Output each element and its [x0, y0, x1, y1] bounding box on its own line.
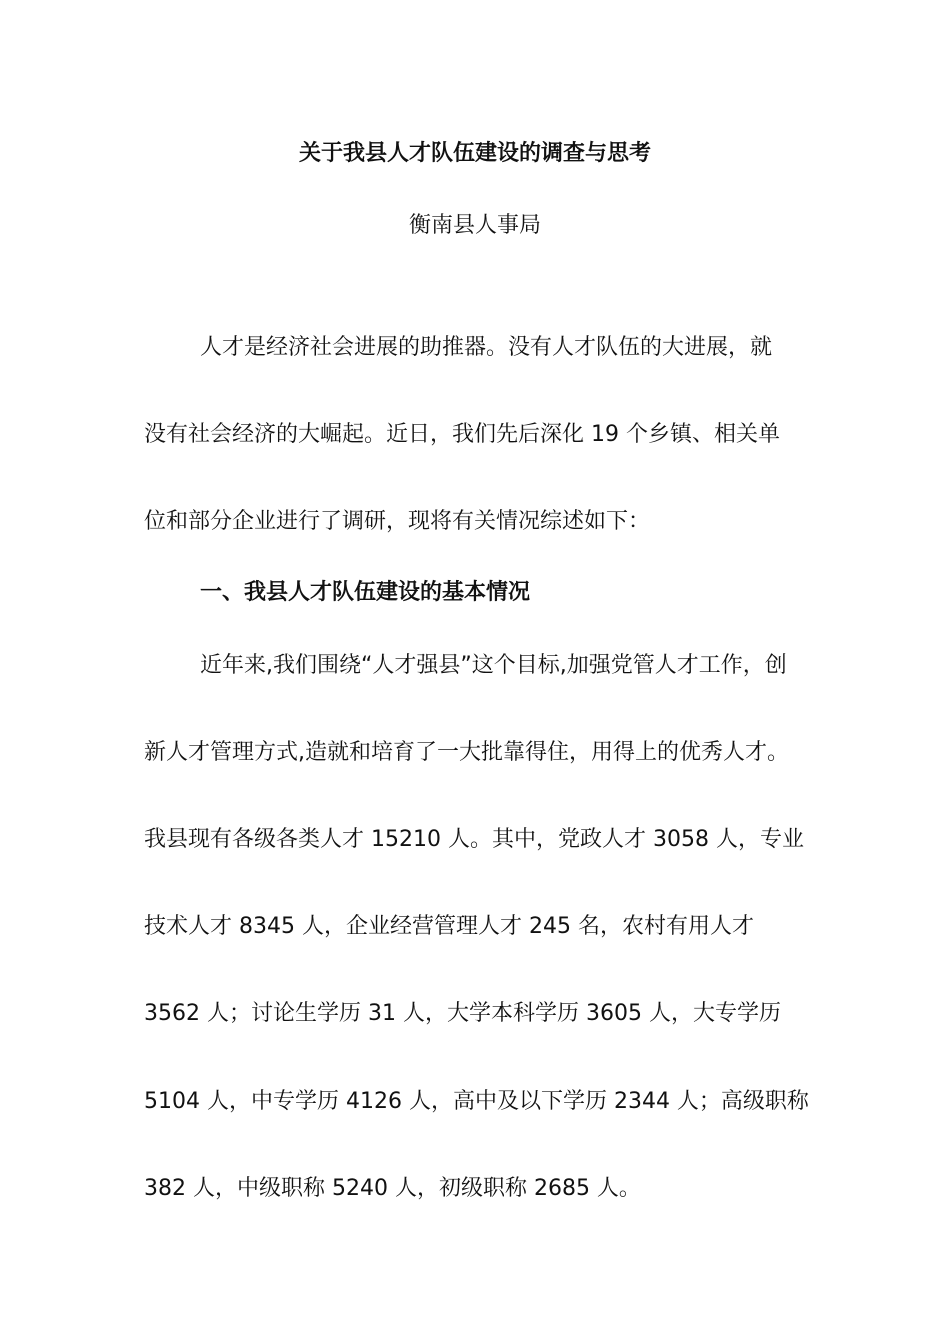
- document-title: 关于我县人才队伍建设的调查与思考: [298, 141, 651, 166]
- body-line: 382 人，中级职称 5240 人，初级职称 2685 人。: [144, 1176, 641, 1201]
- body-line: 3562 人；讨论生学历 31 人，大学本科学历 3605 人，大专学历: [144, 1001, 781, 1026]
- intro-line: 没有社会经济的大崛起。近日，我们先后深化 19 个乡镇、相关单: [144, 422, 780, 447]
- body-line: 近年来,我们围绕“人才强县”这个目标,加强党管人才工作，创: [200, 653, 787, 678]
- document-author: 衡南县人事局: [408, 213, 541, 238]
- body-line: 我县现有各级各类人才 15210 人。其中，党政人才 3058 人，专业: [144, 827, 804, 852]
- intro-line: 人才是经济社会进展的助推器。没有人才队伍的大进展，就: [200, 335, 773, 360]
- body-line: 5104 人，中专学历 4126 人，高中及以下学历 2344 人；高级职称: [144, 1089, 809, 1114]
- body-line: 技术人才 8345 人，企业经营管理人才 245 名，农村有用人才: [144, 914, 754, 939]
- intro-line: 位和部分企业进行了调研，现将有关情况综述如下：: [144, 509, 651, 534]
- section-heading: 一、我县人才队伍建设的基本情况: [200, 580, 531, 605]
- body-line: 新人才管理方式,造就和培育了一大批靠得住，用得上的优秀人才。: [144, 740, 789, 765]
